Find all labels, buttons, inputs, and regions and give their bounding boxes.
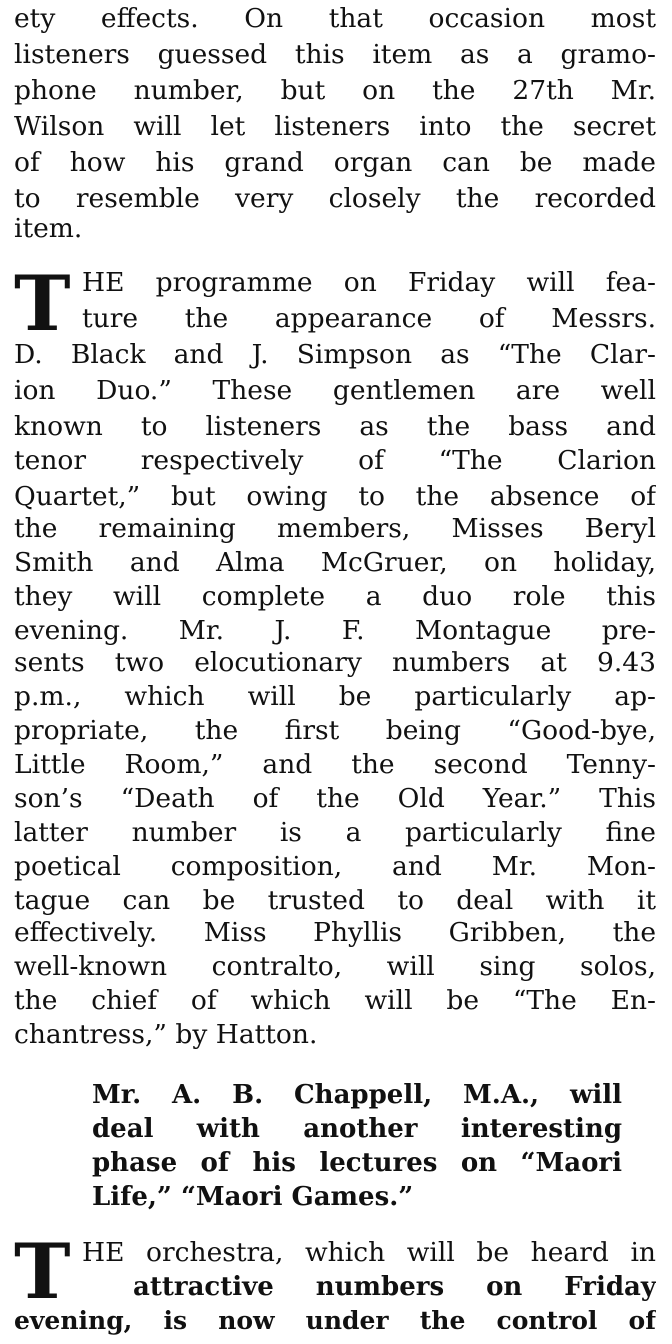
para2-line-16: son’s “Death of the Old Year.” This [14, 783, 656, 814]
para3-first-line: HE orchestra, which will be heard in [82, 1237, 656, 1268]
para2-first-line: HE programme on Friday will fea- [82, 267, 656, 298]
para2-line-13: p.m., which will be particularly ap- [14, 681, 656, 712]
para2-line-20: effectively. Miss Phyllis Gribben, the [14, 917, 656, 948]
para2-line-3: D. Black and J. Simpson as “The Clar- [14, 339, 656, 370]
para2-line-7: Quartet,” but owing to the absence of [14, 481, 656, 512]
para2-line-19: tague can be trusted to deal with it [14, 885, 656, 916]
para2-line-15: Little Room,” and the second Tenny- [14, 749, 656, 780]
para2-line-4: ion Duo.” These gentlemen are well [14, 375, 656, 406]
para2-dropcap: T [14, 259, 71, 348]
para2-line-18: poetical composition, and Mr. Mon- [14, 851, 656, 882]
para2-line-9: Smith and Alma McGruer, on holiday, [14, 547, 656, 578]
para1-line-4: Wilson will let listeners into the secret [14, 111, 656, 142]
para2-line-14: propriate, the first being “Good-bye, [14, 715, 656, 746]
para2-line-17: latter number is a particularly fine [14, 817, 656, 848]
para3-line-3: evening, is now under the control of [14, 1306, 656, 1335]
para2-line-5: known to listeners as the bass and [14, 411, 656, 442]
para2-line-6: tenor respectively of “The Clarion [14, 445, 656, 476]
para1-line-7: item. [14, 213, 83, 244]
para3-dropcap: T [14, 1227, 71, 1316]
feature-line-2: deal with another interesting [92, 1114, 622, 1144]
para2-line-21: well-known contralto, will sing solos, [14, 951, 656, 982]
para2-line-11: evening. Mr. J. F. Montague pre- [14, 615, 656, 646]
feature-line-4: Life,” “Maori Games.” [92, 1182, 414, 1212]
para2-line-2: ture the appearance of Messrs. [82, 303, 656, 334]
feature-line-1: Mr. A. B. Chappell, M.A., will [92, 1080, 622, 1110]
feature-line-3: phase of his lectures on “Maori [92, 1148, 622, 1178]
para2-line-23: chantress,” by Hatton. [14, 1019, 318, 1050]
para3-line-2: attractive numbers on Friday [133, 1272, 656, 1302]
para2-line-8: the remaining members, Misses Beryl [14, 513, 656, 544]
para1-line-1: ety effects. On that occasion most [14, 3, 656, 34]
para2-line-10: they will complete a duo role this [14, 581, 656, 612]
para1-line-5: of how his grand organ can be made [14, 147, 656, 178]
para1-line-2: listeners guessed this item as a gramo- [14, 39, 656, 70]
para1-line-3: phone number, but on the 27th Mr. [14, 75, 656, 106]
para2-line-22: the chief of which will be “The En- [14, 985, 656, 1016]
para1-line-6: to resemble very closely the recorded [14, 183, 656, 214]
para2-line-12: sents two elocutionary numbers at 9.43 [14, 647, 656, 678]
